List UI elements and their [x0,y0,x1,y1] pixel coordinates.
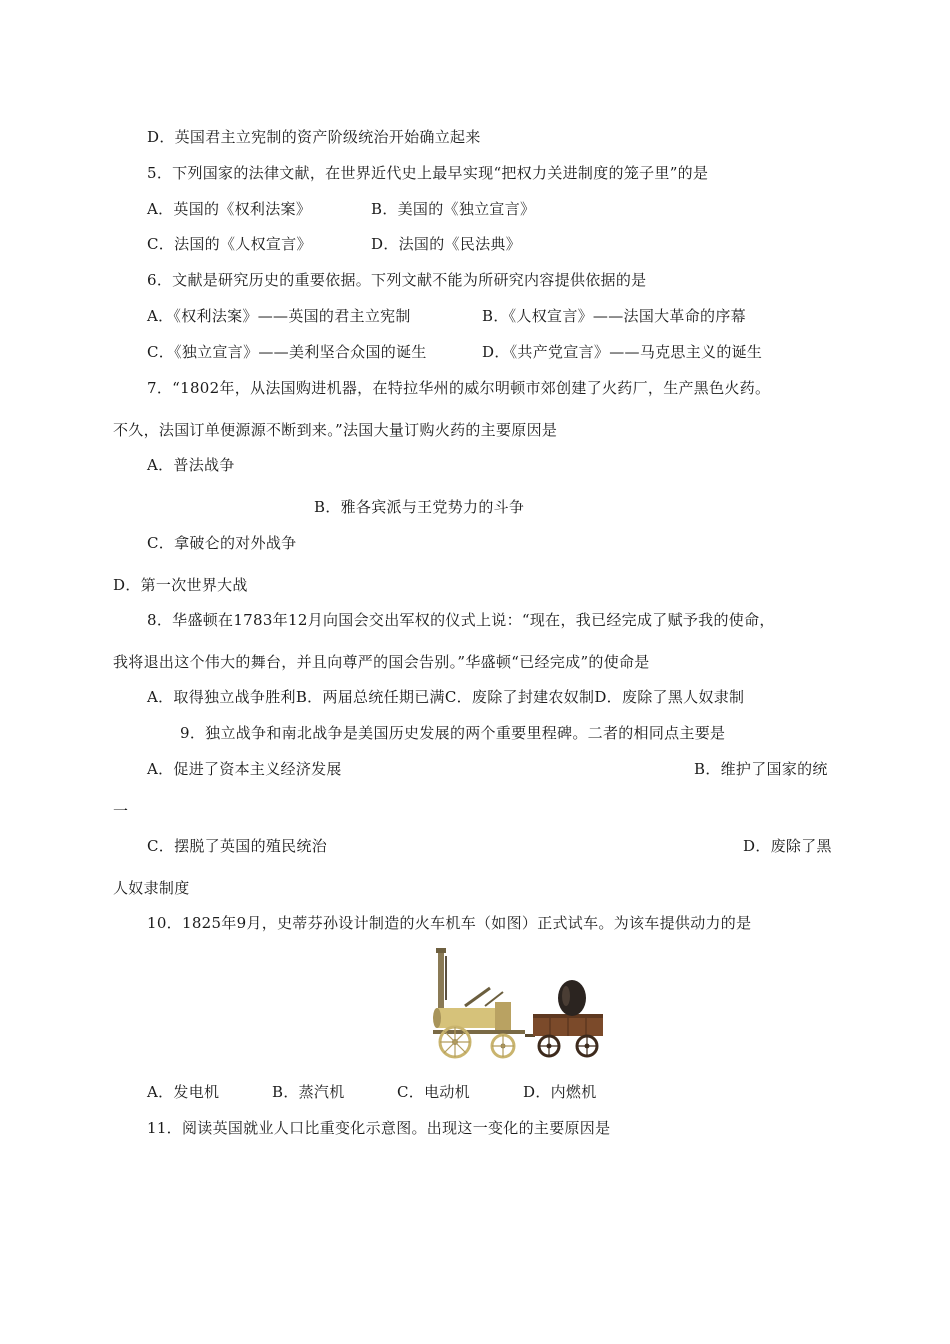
q10-option-d: D．内燃机 [523,1083,597,1101]
q10-option-a: A．发电机 [147,1083,220,1101]
q9-option-b-continued: 一 [113,802,129,820]
q7-option-c: C．拿破仑的对外战争 [147,534,297,552]
q11-stem: 11．阅读英国就业人口比重变化示意图。出现这一变化的主要原因是 [147,1119,611,1137]
q8-stem-line2: 我将退出这个伟大的舞台，并且向尊严的国会告别。”华盛顿“已经完成”的使命是 [113,653,650,671]
q6-stem: 6．文献是研究历史的重要依据。下列文献不能为所研究内容提供依据的是 [147,271,647,289]
q9-option-d-continued: 人奴隶制度 [113,879,190,897]
q10-stem: 10．1825年9月，史蒂芬孙设计制造的火车机车（如图）正式试车。为该车提供动力的是 [147,914,752,932]
q9-option-d: D．废除了黑 [743,837,832,855]
q6-option-a: A．《权利法案》——英国的君主立宪制 [147,307,411,325]
q7-stem-line2: 不久，法国订单便源源不断到来。”法国大量订购火药的主要原因是 [113,421,558,439]
q6-option-b: B．《人权宣言》——法国大革命的序幕 [482,307,746,325]
q6-option-d: D．《共产党宣言》——马克思主义的诞生 [482,343,763,361]
q9-option-b: B．维护了国家的统 [694,760,828,778]
q9-option-a: A．促进了资本主义经济发展 [147,760,342,778]
q5-option-c: C．法国的《人权宣言》 [147,235,312,253]
q7-option-d: D．第一次世界大战 [113,576,248,594]
q7-option-a: A．普法战争 [147,456,235,474]
q5-option-a: A．英国的《权利法案》 [147,200,312,218]
locomotive-image [425,946,610,1063]
q8-options: A．取得独立战争胜利B．两届总统任期已满C．废除了封建农奴制D．废除了黑人奴隶制 [147,688,745,706]
q7-option-b: B．雅各宾派与王党势力的斗争 [314,498,525,516]
q6-option-c: C．《独立宣言》——美利坚合众国的诞生 [147,343,427,361]
q5-option-d: D．法国的《民法典》 [371,235,522,253]
q5-stem: 5．下列国家的法律文献，在世界近代史上最早实现“把权力关进制度的笼子里”的是 [147,164,709,182]
q5-option-b: B．美国的《独立宣言》 [371,200,536,218]
q10-option-c: C．电动机 [397,1083,470,1101]
q9-stem: 9．独立战争和南北战争是美国历史发展的两个重要里程碑。二者的相同点主要是 [180,724,726,742]
q9-option-c: C．摆脱了英国的殖民统治 [147,837,328,855]
q7-stem-line1: 7．“1802年，从法国购进机器，在特拉华州的威尔明顿市郊创建了火药厂，生产黑色火药。 [147,379,771,397]
q4-option-d: D．英国君主立宪制的资产阶级统治开始确立起来 [147,128,481,146]
q10-option-b: B．蒸汽机 [272,1083,345,1101]
q8-stem-line1: 8．华盛顿在1783年12月向国会交出军权的仪式上说：“现在，我已经完成了赋予我的使命， [147,611,775,629]
